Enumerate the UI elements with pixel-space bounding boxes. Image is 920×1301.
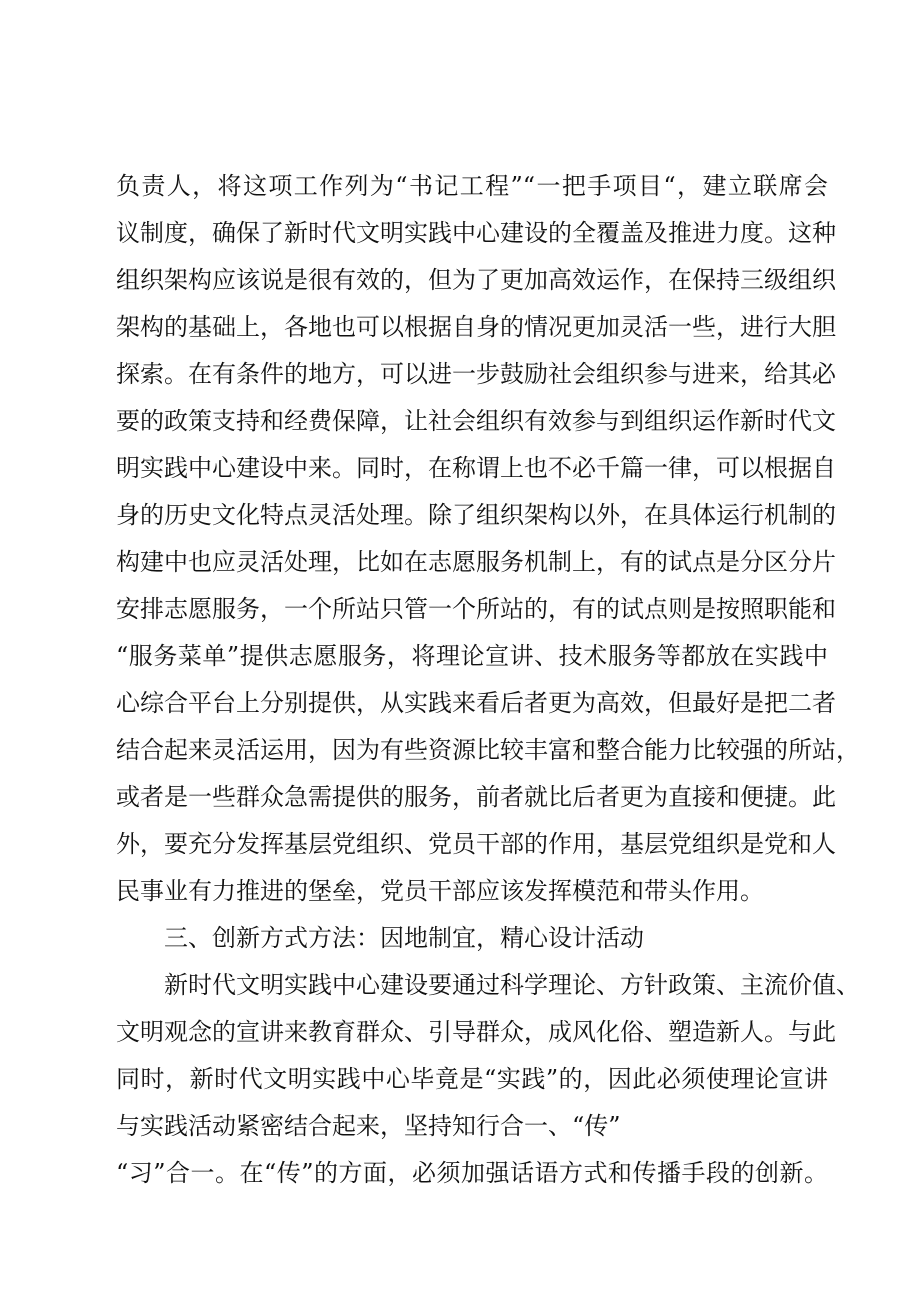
paragraph-line: 民事业有力推进的堡垒，党员干部应该发挥模范和带头作用。	[116, 877, 764, 905]
paragraph-line: 身的历史文化特点灵活处理。除了组织架构以外，在具体运行机制的	[116, 501, 836, 529]
paragraph-line: 新时代文明实践中心建设要通过科学理论、方针政策、主流价值、	[164, 971, 860, 999]
paragraph-line: 探索。在有条件的地方，可以进一步鼓励社会组织参与进来，给其必	[116, 360, 836, 388]
paragraph-line: 组织架构应该说是很有效的，但为了更加高效运作，在保持三级组织	[116, 266, 836, 294]
paragraph-line: 架构的基础上，各地也可以根据自身的情况更加灵活一些，进行大胆	[116, 313, 836, 341]
paragraph-line: 心综合平台上分别提供，从实践来看后者更为高效，但最好是把二者	[116, 689, 836, 717]
paragraph-line: 构建中也应灵活处理，比如在志愿服务机制上，有的试点是分区分片	[116, 548, 836, 576]
paragraph-line: “服务菜单”提供志愿服务，将理论宣讲、技术服务等都放在实践中	[116, 642, 828, 670]
paragraph-line: 结合起来灵活运用，因为有些资源比较丰富和整合能力比较强的所站，	[116, 736, 860, 764]
paragraph-line: 外，要充分发挥基层党组织、党员干部的作用，基层党组织是党和人	[116, 830, 836, 858]
paragraph-line: 明实践中心建设中来。同时，在称谓上也不必千篇一律，可以根据自	[116, 454, 836, 482]
paragraph-line: 与实践活动紧密结合起来，坚持知行合一、“传”	[116, 1112, 621, 1140]
paragraph-line: 同时，新时代文明实践中心毕竟是“实践”的，因此必须使理论宣讲	[116, 1065, 828, 1093]
paragraph-line: 文明观念的宣讲来教育群众、引导群众，成风化俗、塑造新人。与此	[116, 1018, 836, 1046]
paragraph-line: 安排志愿服务，一个所站只管一个所站的，有的试点则是按照职能和	[116, 595, 836, 623]
paragraph-line: 负责人，将这项工作列为“书记工程”“一把手项目“，建立联席会	[116, 172, 828, 200]
paragraph-line: “习”合一。在“传”的方面，必须加强话语方式和传播手段的创新。	[116, 1159, 828, 1187]
paragraph-line: 要的政策支持和经费保障，让社会组织有效参与到组织运作新时代文	[116, 407, 836, 435]
paragraph-line: 或者是一些群众急需提供的服务，前者就比后者更为直接和便捷。此	[116, 783, 836, 811]
section-heading: 三、创新方式方法：因地制宜，精心设计活动	[164, 924, 644, 952]
paragraph-line: 议制度，确保了新时代文明实践中心建设的全覆盖及推进力度。这种	[116, 219, 836, 247]
